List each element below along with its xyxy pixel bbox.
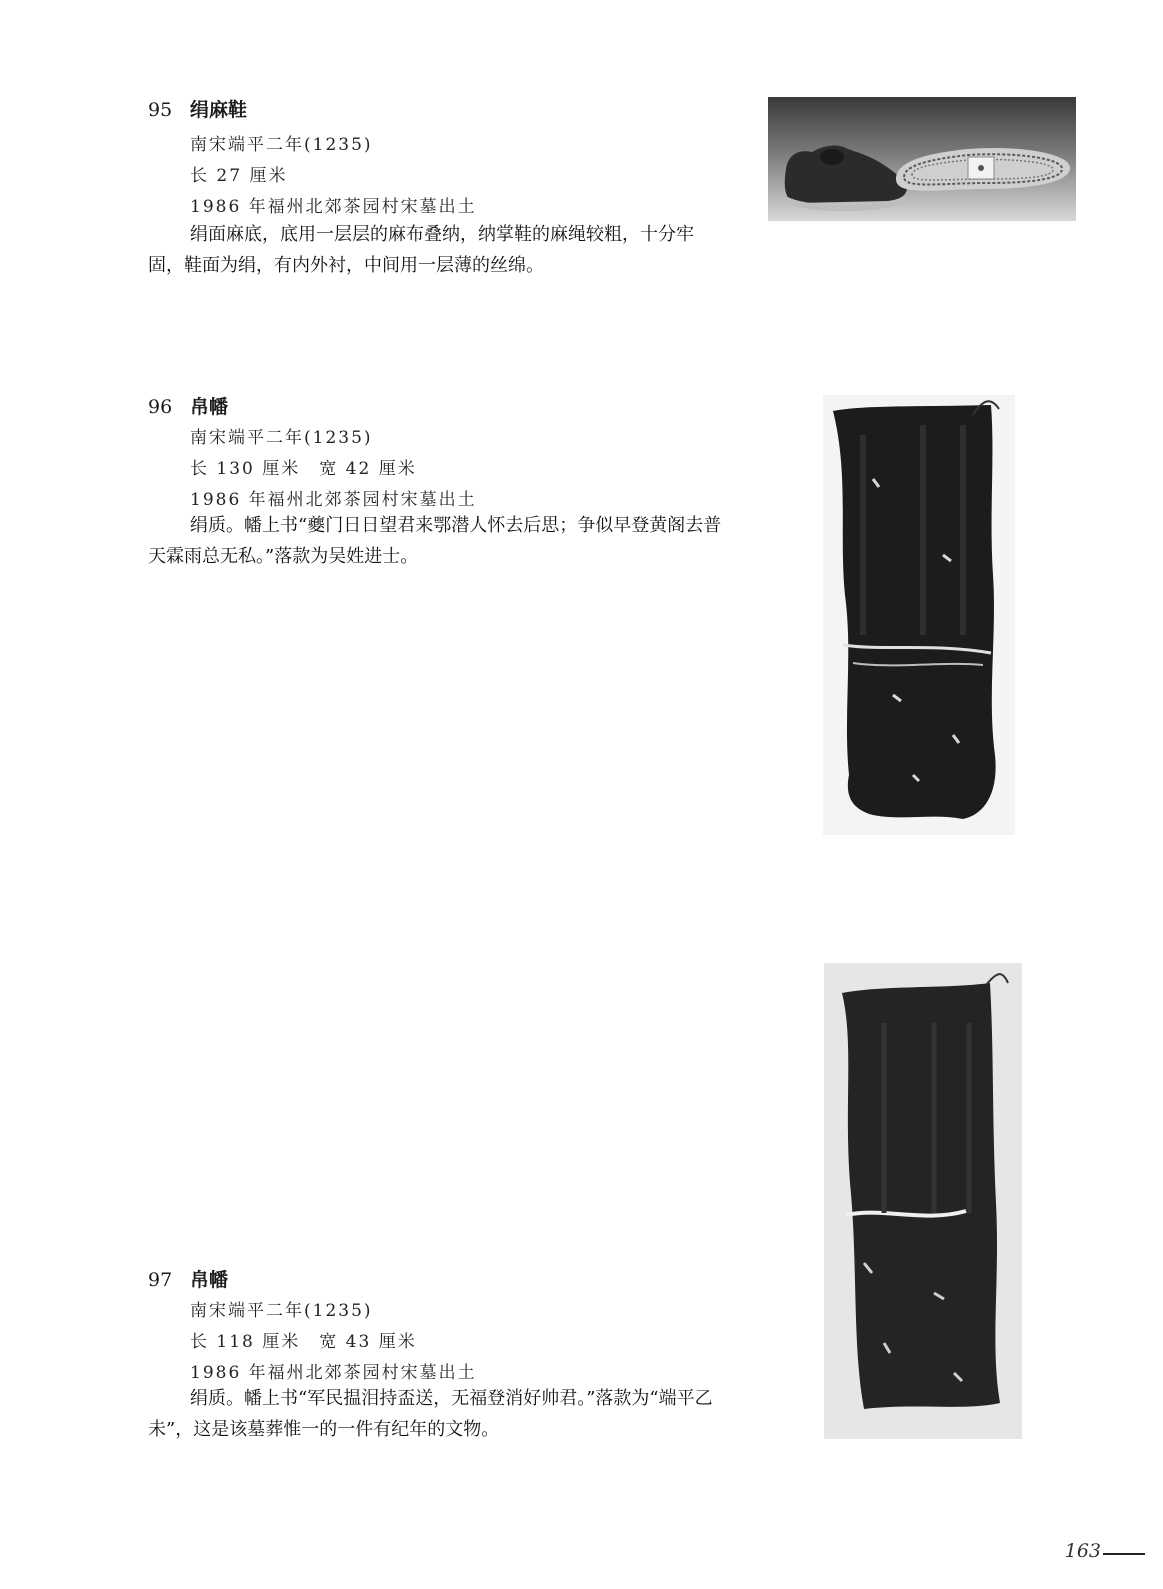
entry-description: 绢质。幡上书“夔门日日望君来鄂潜人怀去后思；争似早登黄阁去普天霖雨总无私。”落款为吴姓进士。 bbox=[148, 515, 722, 567]
entry-period: 南宋端平二年(1235) bbox=[190, 135, 373, 155]
entry-number: 95 bbox=[148, 99, 173, 121]
entry-description: 绢面麻底，底用一层层的麻布叠纳，纳掌鞋的麻绳较粗，十分牢固，鞋面为绢，有内外衬，中间用一层薄的丝绵。 bbox=[148, 224, 694, 276]
page-number: 163 bbox=[1064, 1540, 1101, 1562]
entry-size: 长 130 厘米 宽 42 厘米 bbox=[190, 459, 417, 479]
entry-period: 南宋端平二年(1235) bbox=[190, 1301, 373, 1321]
entry-title: 帛幡 bbox=[190, 1269, 229, 1291]
entry-heading bbox=[148, 95, 247, 122]
entry-title: 帛幡 bbox=[190, 396, 229, 418]
entry-number: 97 bbox=[148, 1269, 173, 1291]
entry-heading bbox=[148, 1265, 228, 1292]
entry-heading bbox=[148, 392, 228, 419]
shoes-photo bbox=[768, 97, 1076, 221]
page-number-rule bbox=[1103, 1553, 1145, 1555]
entry-description: 绢质。幡上书“军民揾泪持盃送，无福登消好帅君。”落款为“端平乙未”，这是该墓葬惟一的一件有纪年的文物。 bbox=[148, 1388, 713, 1440]
banner-photo-97 bbox=[824, 963, 1022, 1439]
entry-provenance: 1986 年福州北郊茶园村宋墓出土 bbox=[190, 1363, 477, 1383]
banner-photo-96 bbox=[823, 395, 1015, 835]
entry-title: 绢麻鞋 bbox=[190, 99, 248, 121]
entry-size: 长 118 厘米 宽 43 厘米 bbox=[190, 1332, 417, 1352]
entry-period: 南宋端平二年(1235) bbox=[190, 428, 373, 448]
entry-provenance: 1986 年福州北郊茶园村宋墓出土 bbox=[190, 490, 477, 510]
entry-number: 96 bbox=[148, 396, 173, 418]
entry-size: 长 27 厘米 bbox=[190, 166, 288, 186]
entry-provenance: 1986 年福州北郊茶园村宋墓出土 bbox=[190, 197, 477, 217]
